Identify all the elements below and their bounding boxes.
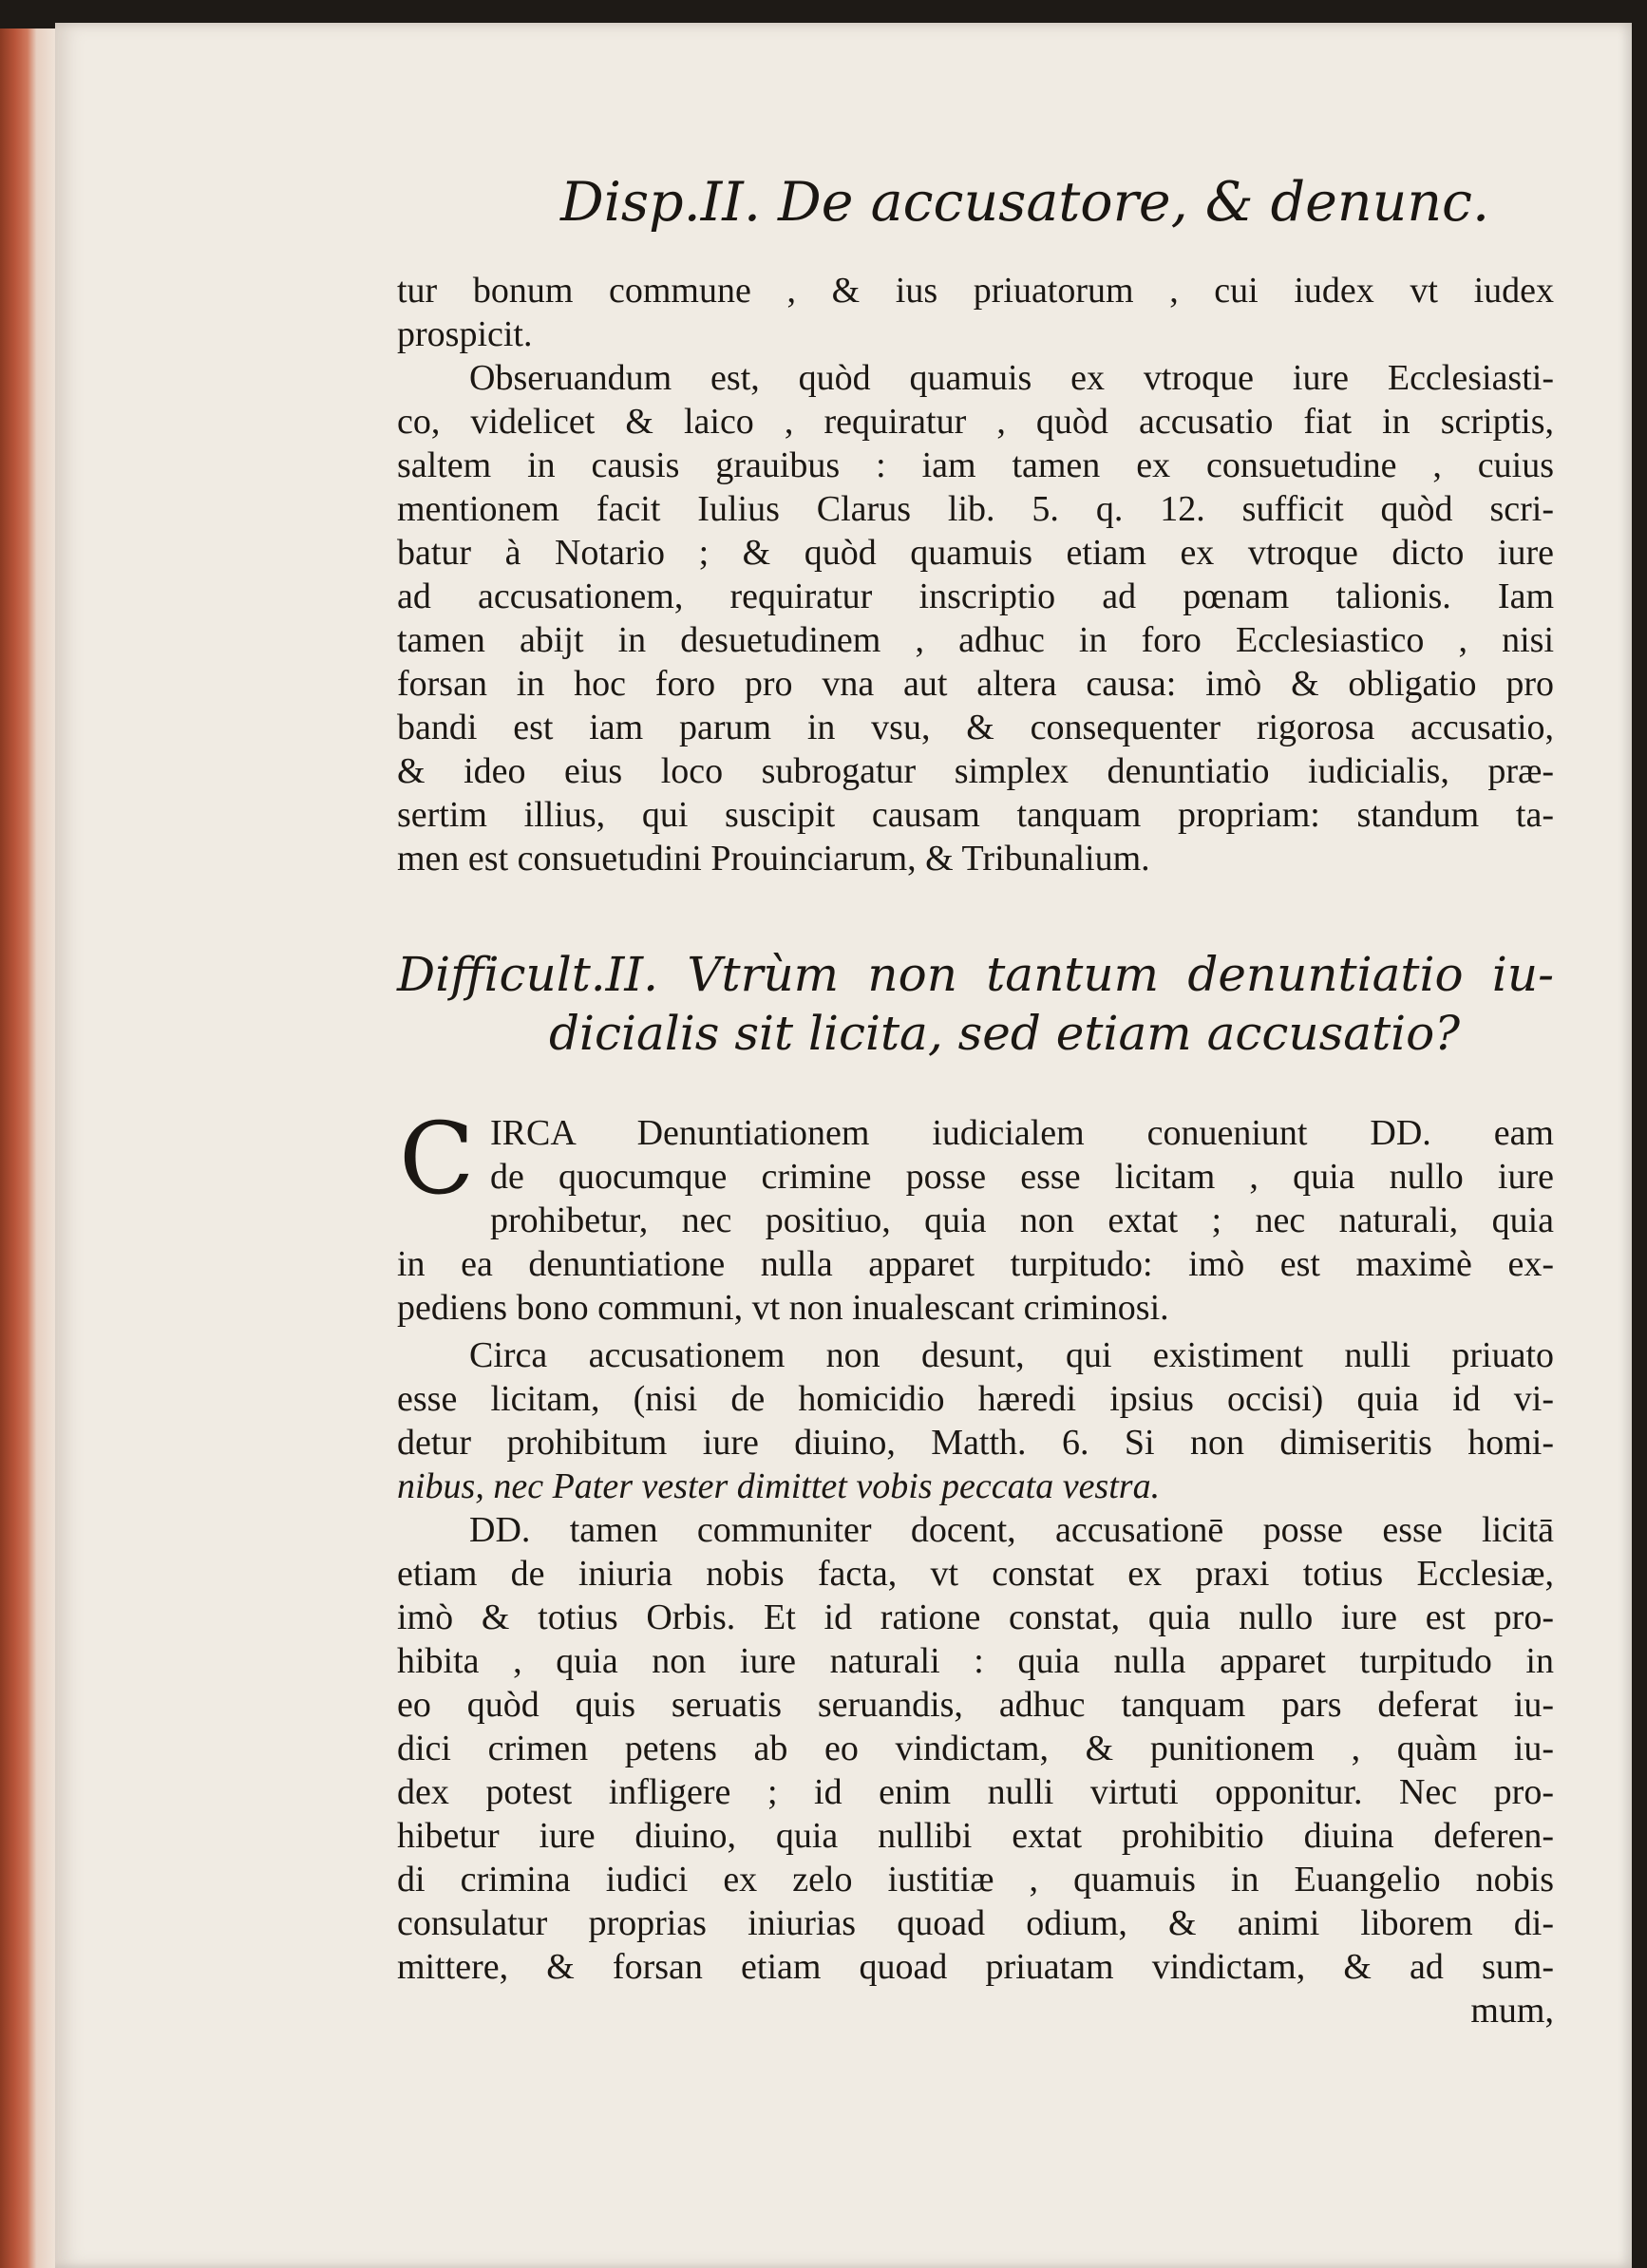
- running-head: Disp.II. De accusatore, & denunc.: [560, 171, 1490, 234]
- text-line: sertim illius, qui suscipit causam tanquam propriam: standum ta-: [397, 795, 1554, 835]
- page-fore-edge: [0, 28, 61, 2268]
- heading-line: Difficult.II. Vtrùm non tantum denuntiatio iu-: [397, 947, 1554, 1002]
- text-line: batur à Notario ; & quòd quamuis etiam ex vtroque dicto iure: [397, 533, 1554, 573]
- text-line: men est consuetudini Prouinciarum, & Tribunalium.: [397, 839, 1150, 879]
- text-line: DD. tamen communiter docent, accusationē posse esse licitā: [469, 1510, 1554, 1550]
- text-line: tur bonum commune , & ius priuatorum , cui iudex vt iudex: [397, 271, 1554, 311]
- text-line: nibus, nec Pater vester dimittet vobis peccata vestra.: [397, 1466, 1161, 1506]
- text-line: de quocumque crimine posse esse licitam , quia nullo iure: [490, 1157, 1554, 1197]
- text-line: & ideo eius loco subrogatur simplex denuntiatio iudicialis, præ-: [397, 751, 1554, 791]
- paragraph-dd-tamen: [397, 1508, 1554, 2032]
- text-line: etiam de iniuria nobis facta, vt constat ex praxi totius Ecclesiæ,: [397, 1554, 1554, 1594]
- paragraph-circa-accusationem: [397, 1333, 1554, 1508]
- text-line: dex potest infligere ; id enim nulli virtuti opponitur. Nec pro-: [397, 1772, 1554, 1812]
- text-line: hibita , quia non iure naturali : quia nulla apparet turpitudo in: [397, 1641, 1554, 1681]
- text-line: IRCA Denuntiationem iudicialem conueniunt DD. eam: [490, 1113, 1554, 1153]
- text-line: Obseruandum est, quòd quamuis ex vtroque iure Ecclesiasti-: [469, 358, 1554, 398]
- drop-cap: C: [399, 1101, 475, 1217]
- text-line: prospicit.: [397, 314, 533, 354]
- text-line: Circa accusationem non desunt, qui existiment nulli priuato: [469, 1335, 1554, 1375]
- text-line: prohibetur, nec positiuo, quia non extat ; nec naturali, quia: [490, 1200, 1554, 1240]
- heading-line: dicialis sit licita, sed etiam accusatio?: [549, 1006, 1461, 1061]
- text-line: ad accusationem, requiratur inscriptio ad pœnam talionis. Iam: [397, 576, 1554, 616]
- text-line: pediens bono communi, vt non inualescant criminosi.: [397, 1288, 1169, 1328]
- text-line: bandi est iam parum in vsu, & consequenter rigorosa accusatio,: [397, 708, 1554, 747]
- paragraph-circa-denuntiationem: [397, 1101, 1554, 1330]
- text-line: co, videlicet & laico , requiratur , quòd accusatio fiat in scriptis,: [397, 402, 1554, 442]
- text-line: mentionem facit Iulius Clarus lib. 5. q. 12. sufficit quòd scri-: [397, 489, 1554, 529]
- text-line: esse licitam, (nisi de homicidio hæredi ipsius occisi) quia id vi-: [397, 1379, 1554, 1419]
- text-line: dici crimen petens ab eo vindictam, & punitionem , quàm iu-: [397, 1729, 1554, 1768]
- section-heading: [397, 945, 1554, 1063]
- text-line: consulatur proprias iniurias quoad odium, & animi liborem di-: [397, 1903, 1554, 1943]
- catchword: mum,: [1470, 1991, 1554, 2031]
- text-line: forsan in hoc foro pro vna aut altera causa: imò & obligatio pro: [397, 664, 1554, 704]
- text-line: in ea denuntiatione nulla apparet turpitudo: imò est maximè ex-: [397, 1244, 1554, 1284]
- text-line: saltem in causis grauibus : iam tamen ex consuetudine , cuius: [397, 445, 1554, 485]
- text-line: di crimina iudici ex zelo iustitiæ , quamuis in Euangelio nobis: [397, 1860, 1554, 1899]
- text-line: imò & totius Orbis. Et id ratione constat, quia nullo iure est pro-: [397, 1597, 1554, 1637]
- paragraph-continuation: [397, 269, 1554, 356]
- text-line: detur prohibitum iure diuino, Matth. 6. Si non dimiseritis homi-: [397, 1423, 1554, 1463]
- text-line: tamen abijt in desuetudinem , adhuc in foro Ecclesiastico , nisi: [397, 620, 1554, 660]
- paragraph-obseruandum: [397, 356, 1554, 880]
- text-line: hibetur iure diuino, quia nullibi extat prohibitio diuina deferen-: [397, 1816, 1554, 1856]
- text-line: eo quòd quis seruatis seruandis, adhuc tanquam pars deferat iu-: [397, 1685, 1554, 1725]
- text-line: mittere, & forsan etiam quoad priuatam vindictam, & ad sum-: [397, 1947, 1554, 1987]
